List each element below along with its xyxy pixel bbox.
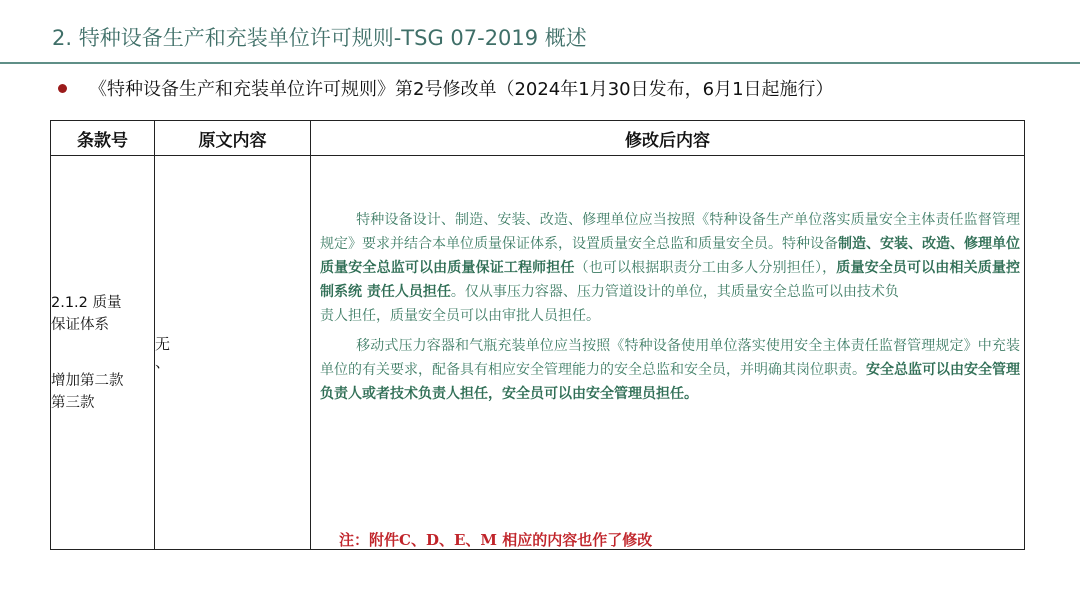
modified-content xyxy=(320,208,1020,412)
original-text: 无 xyxy=(155,334,171,353)
modified-paragraph-1 xyxy=(320,208,1020,328)
p2-bold-b: 安全总监可以由安全管理负责人或者技术负责人担任，安全员可以由安全管理员担任。 xyxy=(320,362,1020,402)
p1-text-a: 特种设备设计、制造、安装、改造、修理单位应当按照《特种设备生产单位落实质量安全主体责任监督管理规定》要求并结合本单位质量保证体系，设置质量安全总监和质量安全员。特种设备 xyxy=(320,212,1020,252)
original-content-cell xyxy=(155,156,311,550)
clause-name: 保证体系 xyxy=(51,316,109,333)
bullet-text: 《特种设备生产和充装单位许可规则》第2号修改单（2024年1月30日发布，6月1日起施行） xyxy=(89,79,834,100)
p1-bold-d: 质量安全员可以由相关质量控制系统 责任人员担任 xyxy=(320,260,1021,300)
amendment-note: 注：附件C、D、E、M 相应的内容也作了修改 xyxy=(339,531,653,549)
header-original-content: 原文内容 xyxy=(155,121,311,156)
original-mark: 、 xyxy=(155,352,171,371)
clause-change-cont: 第三款 xyxy=(51,394,95,411)
p1-text-e: 。仅从事压力容器、压力管道设计的单位，其质量安全总监可以由技术负 xyxy=(450,284,899,300)
clause-change: 增加第二款 xyxy=(51,372,124,389)
modified-content-cell xyxy=(311,156,1025,550)
header-modified-content: 修改后内容 xyxy=(311,121,1025,156)
p1-text-f: 责人担任，质量安全员可以由审批人员担任。 xyxy=(320,308,600,324)
amendment-table xyxy=(50,120,1025,550)
p1-text-c: （也可以根据职责分工由多人分别担任）， xyxy=(574,260,837,276)
header-clause-number: 条款号 xyxy=(51,121,155,156)
clause-cell xyxy=(51,156,155,550)
title-divider xyxy=(0,62,1080,64)
table-row xyxy=(51,156,1025,550)
bullet-dot-icon xyxy=(58,84,67,93)
clause-number: 2.1.2 质量 xyxy=(51,294,122,311)
bullet-item xyxy=(58,75,834,101)
p2-text-a: 移动式压力容器和气瓶充装单位应当按照《特种设备使用单位落实使用安全主体责任监督管理规定》中充装单位的有关要求，配备具有相应安全管理能力的安全总监和安全员，并明确其岗位职责。 xyxy=(320,338,1020,378)
slide-title: 2. 特种设备生产和充装单位许可规则-TSG 07-2019 概述 xyxy=(52,26,587,50)
table-header-row xyxy=(51,121,1025,156)
p1-bold-b: 制造、安装、改造、修理单位质量安全总监可以由质量保证工程师担任 xyxy=(320,236,1020,276)
modified-paragraph-2 xyxy=(320,334,1020,406)
